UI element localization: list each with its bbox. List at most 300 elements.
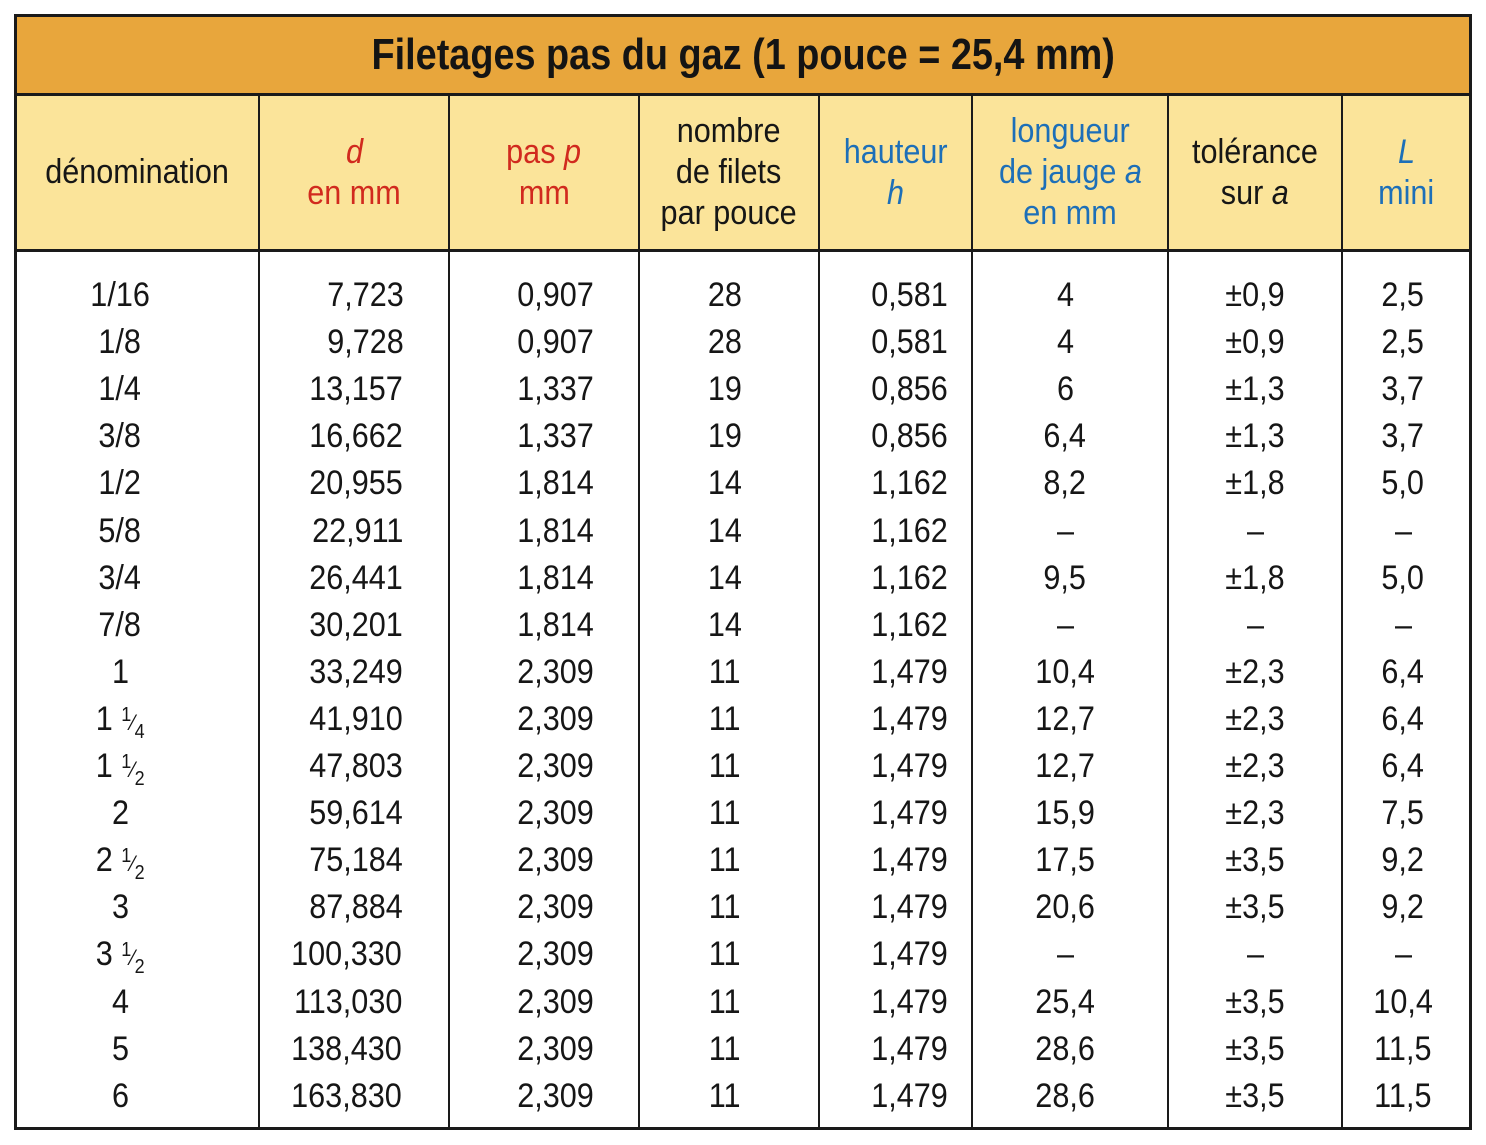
cell-L-value: 10,4 [1373,982,1433,1021]
cell-denomination [17,837,223,884]
table-row [17,1026,1469,1073]
cell-denomination-value: 1/8 [98,323,142,362]
table-row [17,272,1469,319]
cell-tolerance [1169,979,1341,1026]
cell-longueur-value: – [1056,605,1074,644]
cell-nombre-value: 11 [709,652,741,691]
cell-tolerance [1169,413,1341,460]
cell-longueur [973,555,1157,602]
table-row [17,555,1469,602]
cell-L-value: 6,4 [1381,747,1425,785]
cell-denomination [17,366,223,413]
cell-d [260,931,408,978]
cell-tolerance [1169,555,1341,602]
table-row [17,649,1469,696]
cell-nombre-value: 11 [709,699,741,738]
table-row [17,413,1469,460]
cell-longueur [973,319,1157,366]
table-row [17,366,1469,413]
cell-denomination-value: 1/16 [90,276,150,314]
cell-tolerance [1169,1026,1341,1073]
cell-hauteur-value: 1,479 [871,841,949,880]
cell-pas-value: 1,814 [517,464,595,503]
cell-pas-value: 2,309 [517,699,595,738]
cell-L-value: 9,2 [1381,841,1425,880]
cell-denomination [17,979,223,1026]
cell-L [1343,555,1463,602]
cell-longueur [973,602,1157,649]
cell-tolerance [1169,366,1341,413]
header-pas-word: pas [506,132,565,171]
cell-pas-value: 0,907 [517,323,595,362]
cell-nombre-value: 11 [709,841,741,880]
header-d-symbol: d [345,132,363,171]
cell-L [1343,508,1463,555]
header-longueur-word: de jauge [998,153,1125,191]
cell-tolerance [1169,460,1341,507]
cell-longueur [973,931,1157,978]
cell-d-value: 41,910 [309,699,403,738]
cell-hauteur-value: 1,162 [871,464,949,503]
header-pas [450,96,638,249]
cell-d [260,319,408,366]
cell-hauteur-value: 0,856 [871,370,949,409]
header-longueur-line2 [999,152,1142,193]
cell-denomination [17,696,223,743]
cell-denomination [17,602,223,649]
cell-tolerance-value: ±2,3 [1225,794,1285,833]
cell-L [1343,696,1463,743]
header-L-symbol: L [1397,132,1415,171]
cell-tolerance [1169,649,1341,696]
cell-hauteur-value: 1,479 [871,794,949,833]
cell-pas-value: 2,309 [517,1076,595,1115]
title-bar [17,17,1469,96]
cell-nombre [640,1026,810,1073]
cell-L [1343,1026,1463,1073]
header-hauteur-symbol: h [886,173,905,212]
header-pas-unit: mm [518,173,570,212]
cell-nombre [640,1073,810,1120]
cell-d-value: 22,911 [311,511,403,550]
table-row [17,790,1469,837]
cell-tolerance [1169,272,1341,319]
cell-pas [450,790,662,837]
cell-denomination [17,1026,223,1073]
cell-d [260,508,408,555]
cell-d-value: 16,662 [309,417,403,456]
cell-denomination-value: 7/8 [98,605,142,644]
cell-longueur [973,790,1157,837]
cell-d-value: 30,201 [309,605,403,644]
header-hauteur-word: hauteur [843,132,948,171]
table-row [17,931,1469,978]
cell-tolerance-value: ±0,9 [1225,323,1285,362]
cell-L [1343,366,1463,413]
cell-pas-value: 2,309 [517,888,595,927]
header-tolerance [1169,96,1341,249]
cell-denomination-value: 5 [111,1029,129,1068]
table-row [17,979,1469,1026]
cell-nombre-value: 14 [707,511,743,550]
cell-d [260,460,408,507]
cell-longueur-value: 10,4 [1035,652,1095,691]
cell-tolerance-value: – [1246,511,1264,550]
cell-denomination [17,319,223,366]
header-row [17,96,1469,252]
cell-longueur-value: – [1056,511,1074,550]
cell-d [260,837,408,884]
cell-pas [450,696,662,743]
cell-pas-value: 1,337 [517,417,595,456]
header-hauteur [820,96,971,249]
header-d-unit: en mm [307,173,401,212]
cell-nombre-value: 11 [709,747,741,785]
cell-longueur [973,743,1157,790]
cell-pas-value: 0,907 [517,276,595,314]
header-L-word: mini [1377,173,1435,212]
cell-d [260,413,408,460]
cell-L [1343,1073,1463,1120]
cell-L-value: – [1394,511,1412,550]
cell-longueur-value: – [1056,935,1074,974]
cell-denomination-value: 1 $^1⁄_4$ [95,699,145,743]
header-pas-line1 [507,132,582,173]
cell-d [260,979,408,1026]
table-row [17,1073,1469,1120]
table-row [17,743,1469,790]
cell-longueur [973,979,1157,1026]
cell-d-value: 7,723 [327,276,404,314]
cell-denomination-value: 3 [111,888,129,927]
cell-nombre [640,508,810,555]
cell-L [1343,272,1463,319]
header-tolerance-word: sur [1220,173,1272,212]
cell-tolerance [1169,319,1341,366]
header-nombre [640,96,818,249]
cell-nombre [640,790,810,837]
cell-pas-value: 1,814 [517,511,595,550]
cell-L [1343,743,1463,790]
cell-tolerance [1169,790,1341,837]
cell-denomination-value: 6 [111,1076,129,1115]
cell-pas-value: 2,309 [517,794,595,833]
cell-hauteur-value: 1,479 [871,1029,949,1068]
cell-d [260,649,408,696]
cell-nombre [640,555,810,602]
cell-pas-value: 1,814 [517,605,595,644]
cell-pas-value: 2,309 [517,841,595,880]
cell-L-value: – [1394,935,1412,974]
header-tolerance-symbol: a [1271,173,1290,212]
cell-hauteur-value: 1,479 [871,699,949,738]
cell-longueur-value: 4 [1056,276,1074,314]
cell-pas-value: 2,309 [517,935,595,974]
cell-nombre [640,649,810,696]
cell-hauteur-value: 1,162 [871,558,949,597]
cell-nombre [640,602,810,649]
cell-pas [450,743,662,790]
table-row [17,837,1469,884]
cell-hauteur-value: 1,162 [871,605,949,644]
cell-tolerance-value: – [1246,935,1264,974]
cell-tolerance-value: ±1,8 [1225,464,1285,503]
cell-tolerance-value: ±1,8 [1225,558,1285,597]
thread-table [14,14,1472,1130]
cell-nombre-value: 11 [709,794,741,833]
cell-longueur-value: 6 [1056,370,1074,409]
cell-longueur [973,272,1157,319]
cell-hauteur-value: 0,581 [871,323,949,362]
cell-L [1343,837,1463,884]
cell-longueur-value: 28,6 [1035,1076,1095,1115]
cell-L-value: 6,4 [1381,699,1425,738]
cell-tolerance [1169,602,1341,649]
cell-longueur-value: 12,7 [1035,747,1095,785]
header-longueur [973,96,1167,249]
cell-L [1343,413,1463,460]
cell-L-value: 7,5 [1381,794,1425,833]
table-row [17,319,1469,366]
cell-d-value: 33,249 [309,652,403,691]
cell-L-value: 9,2 [1381,888,1425,927]
cell-nombre-value: 11 [709,935,741,974]
cell-hauteur-value: 0,581 [871,276,949,314]
cell-hauteur-value: 1,479 [871,1076,949,1115]
cell-d-value: 59,614 [309,794,403,833]
cell-d-value: 26,441 [309,558,403,597]
cell-tolerance-value: ±3,5 [1225,982,1285,1021]
header-longueur-line1: longueur [1010,112,1130,150]
cell-nombre-value: 19 [707,417,743,456]
cell-longueur [973,1073,1157,1120]
cell-tolerance [1169,743,1341,790]
cell-pas [450,460,662,507]
cell-L-value: 3,7 [1381,370,1425,409]
cell-L [1343,319,1463,366]
cell-longueur [973,649,1157,696]
cell-d [260,555,408,602]
header-nombre-line1: nombre [677,112,781,150]
cell-denomination-value: 2 $^1⁄_2$ [95,841,145,885]
cell-d [260,602,408,649]
cell-d [260,743,408,790]
cell-denomination-value: 3/8 [98,417,142,456]
cell-nombre [640,319,810,366]
cell-longueur [973,837,1157,884]
cell-pas [450,602,662,649]
cell-nombre [640,366,810,413]
cell-nombre-value: 11 [709,982,741,1021]
cell-longueur [973,696,1157,743]
cell-L-value: 3,7 [1381,417,1425,456]
table-row [17,884,1469,931]
cell-denomination [17,272,223,319]
cell-hauteur-value: 1,479 [871,652,949,691]
cell-tolerance-value: ±3,5 [1225,841,1285,880]
cell-longueur-value: 25,4 [1035,982,1095,1021]
cell-pas [450,508,662,555]
cell-nombre-value: 14 [707,464,743,503]
cell-longueur-value: 17,5 [1035,841,1095,880]
cell-d-value: 9,728 [327,323,404,362]
cell-denomination [17,460,223,507]
cell-nombre [640,884,810,931]
header-nombre-line2: de filets [676,153,782,191]
cell-denomination-value: 5/8 [98,511,142,550]
cell-L-value: 5,0 [1381,558,1425,597]
cell-pas [450,979,662,1026]
cell-nombre-value: 11 [709,1076,741,1115]
cell-tolerance-value: ±3,5 [1225,1076,1285,1115]
cell-d-value: 138,430 [291,1029,402,1068]
cell-L [1343,460,1463,507]
cell-pas-value: 2,309 [517,747,595,785]
cell-tolerance-value: ±3,5 [1225,888,1285,927]
cell-d-value: 100,330 [291,935,402,974]
cell-longueur-value: 28,6 [1035,1029,1095,1068]
cell-hauteur-value: 1,162 [871,511,949,550]
cell-pas [450,319,662,366]
cell-denomination [17,884,223,931]
cell-denomination [17,790,223,837]
cell-hauteur-value: 0,856 [871,417,949,456]
cell-d-value: 113,030 [293,982,402,1021]
cell-nombre-value: 28 [707,323,743,362]
cell-longueur [973,508,1157,555]
cell-longueur-value: 15,9 [1035,794,1095,833]
cell-denomination-value: 4 [111,982,129,1021]
header-longueur-symbol: a [1124,153,1142,191]
cell-d-value: 87,884 [309,888,403,927]
cell-denomination [17,413,223,460]
cell-d-value: 163,830 [291,1076,402,1115]
cell-pas [450,837,662,884]
header-d [260,96,448,249]
cell-longueur [973,413,1157,460]
cell-tolerance [1169,696,1341,743]
header-longueur-unit: en mm [1023,194,1117,232]
cell-pas [450,649,662,696]
table-title: Filetages pas du gaz (1 pouce = 25,4 mm) [371,30,1115,79]
cell-nombre [640,837,810,884]
cell-denomination [17,743,223,790]
cell-denomination-value: 3 $^1⁄_2$ [95,935,145,979]
cell-hauteur-value: 1,479 [871,935,949,974]
cell-nombre-value: 28 [707,276,743,314]
table-row [17,602,1469,649]
cell-tolerance [1169,837,1341,884]
cell-pas-value: 2,309 [517,652,595,691]
cell-denomination-value: 3/4 [98,558,142,597]
cell-L [1343,649,1463,696]
cell-denomination-value: 1 $^1⁄_2$ [95,747,145,790]
cell-tolerance [1169,1073,1341,1120]
cell-nombre [640,696,810,743]
header-nombre-line3: par pouce [660,194,798,232]
cell-denomination-value: 1/4 [98,370,142,409]
cell-pas-value: 1,814 [517,558,595,597]
cell-L [1343,602,1463,649]
header-tolerance-line1: tolérance [1192,132,1318,171]
cell-nombre [640,272,810,319]
cell-pas [450,931,662,978]
cell-pas [450,366,662,413]
cell-longueur-value: 12,7 [1035,699,1095,738]
cell-L-value: 6,4 [1381,652,1425,691]
cell-L-value: – [1394,605,1412,644]
cell-L-value: 11,5 [1374,1076,1432,1115]
cell-pas [450,884,662,931]
cell-longueur [973,460,1157,507]
header-tolerance-line2 [1221,173,1289,214]
cell-nombre-value: 14 [707,558,743,597]
cell-pas-value: 2,309 [517,1029,595,1068]
cell-nombre-value: 19 [707,370,743,409]
cell-denomination [17,931,223,978]
cell-hauteur-value: 1,479 [871,747,949,785]
cell-tolerance [1169,884,1341,931]
cell-pas [450,1073,662,1120]
cell-pas-value: 1,337 [517,370,595,409]
cell-pas [450,272,662,319]
cell-denomination-value: 1/2 [98,464,142,503]
cell-L [1343,790,1463,837]
cell-d [260,696,408,743]
cell-nombre [640,743,810,790]
cell-longueur-value: 8,2 [1043,464,1087,503]
cell-d [260,272,408,319]
header-pas-symbol: p [564,132,582,171]
table-row [17,508,1469,555]
cell-d [260,366,408,413]
cell-longueur [973,366,1157,413]
cell-L-value: 2,5 [1381,323,1425,362]
cell-nombre [640,460,810,507]
table-row [17,696,1469,743]
cell-tolerance-value: ±0,9 [1225,276,1285,314]
cell-d [260,1026,408,1073]
cell-L [1343,931,1463,978]
cell-d [260,884,408,931]
cell-tolerance-value: ±1,3 [1225,370,1285,409]
cell-L [1343,884,1463,931]
cell-d-value: 20,955 [309,464,403,503]
cell-hauteur-value: 1,479 [871,888,949,927]
cell-denomination [17,649,223,696]
cell-d-value: 47,803 [309,747,403,785]
cell-longueur-value: 6,4 [1043,417,1087,456]
table-row [17,460,1469,507]
cell-tolerance-value: ±2,3 [1225,747,1285,785]
cell-longueur-value: 9,5 [1043,558,1087,597]
cell-tolerance [1169,931,1341,978]
cell-nombre-value: 11 [709,888,741,927]
cell-hauteur-value: 1,479 [871,982,949,1021]
cell-tolerance-value: ±2,3 [1225,652,1285,691]
cell-pas [450,555,662,602]
cell-longueur-value: 20,6 [1035,888,1095,927]
cell-d [260,790,408,837]
cell-L-value: 2,5 [1381,276,1425,314]
cell-L-value: 5,0 [1381,464,1425,503]
cell-tolerance-value: ±3,5 [1225,1029,1285,1068]
cell-tolerance-value: ±1,3 [1225,417,1285,456]
cell-denomination [17,1073,223,1120]
cell-denomination [17,555,223,602]
cell-denomination-value: 1 [111,652,129,691]
cell-longueur-value: 4 [1056,323,1074,362]
